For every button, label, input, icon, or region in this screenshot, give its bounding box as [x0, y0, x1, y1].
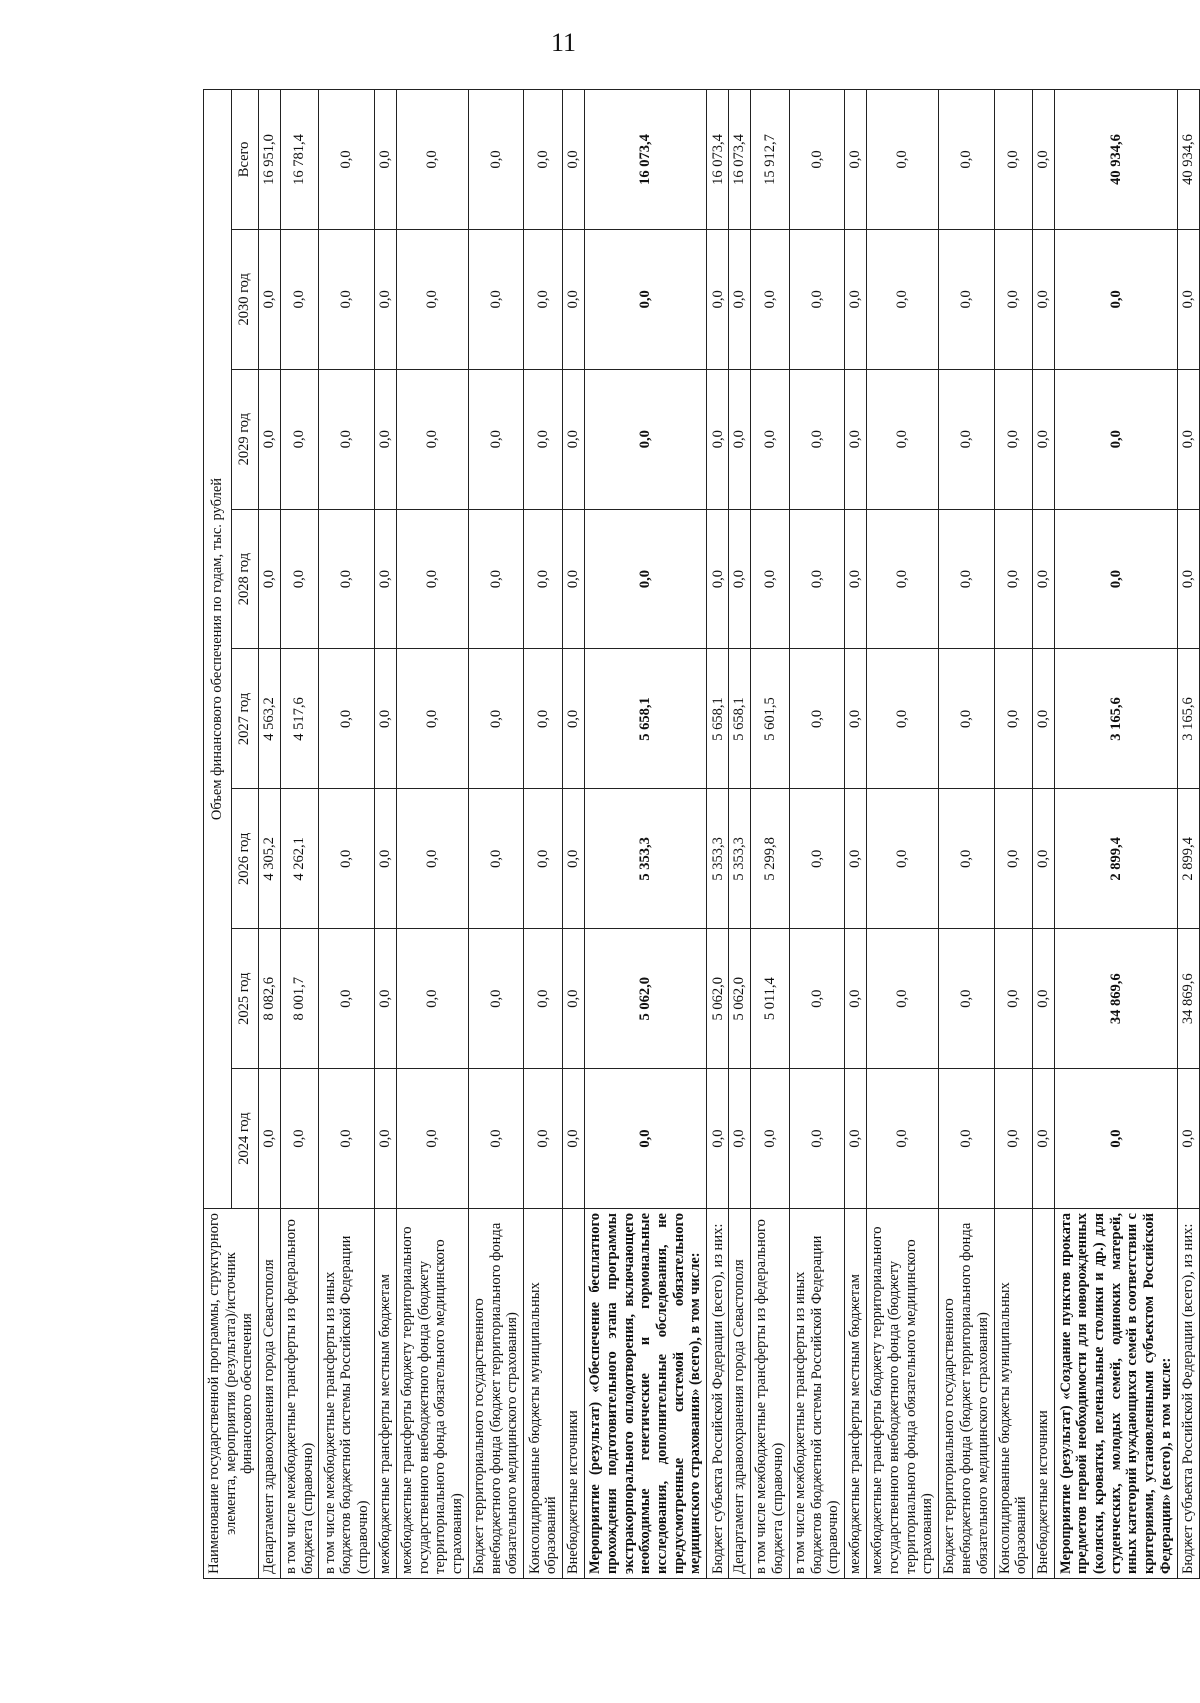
- row-year-value: 0,0: [994, 649, 1033, 789]
- row-year-value: 0,0: [468, 509, 523, 649]
- table-row: [319, 90, 374, 1579]
- row-source-name: межбюджетные трансферты местным бюджетам: [845, 1209, 867, 1579]
- header-year-2030: 2030 год: [231, 229, 259, 369]
- row-year-value: 0,0: [866, 789, 938, 929]
- row-year-value: 0,0: [751, 369, 790, 509]
- financing-table: [203, 89, 1200, 1579]
- row-year-value: 0,0: [707, 1069, 729, 1209]
- row-year-value: 0,0: [562, 229, 584, 369]
- row-year-value: 0,0: [1177, 509, 1199, 649]
- row-year-value: 0,0: [319, 229, 374, 369]
- row-year-value: 0,0: [1033, 509, 1055, 649]
- row-year-value: 0,0: [789, 229, 844, 369]
- header-financing-group: Объем финансового обеспечения по годам, тыс. рублей: [204, 90, 232, 1209]
- row-year-value: 0,0: [396, 649, 468, 789]
- row-source-name: Департамент здравоохранения города Севастополя: [729, 1209, 751, 1579]
- row-year-value: 0,0: [259, 509, 281, 649]
- row-year-value: 0,0: [584, 1069, 707, 1209]
- row-year-value: 0,0: [789, 509, 844, 649]
- row-year-value: 0,0: [374, 509, 396, 649]
- row-total-value: 0,0: [939, 90, 994, 230]
- row-year-value: 0,0: [319, 369, 374, 509]
- row-total-value: 0,0: [524, 90, 563, 230]
- row-year-value: 0,0: [396, 929, 468, 1069]
- row-total-value: 16 073,4: [729, 90, 751, 230]
- row-total-value: 0,0: [468, 90, 523, 230]
- table-row: [1033, 90, 1055, 1579]
- header-year-2024: 2024 год: [231, 1069, 259, 1209]
- row-year-value: 0,0: [707, 509, 729, 649]
- row-year-value: 0,0: [524, 929, 563, 1069]
- row-year-value: 3 165,6: [1177, 649, 1199, 789]
- row-year-value: 0,0: [789, 789, 844, 929]
- row-year-value: 2 899,4: [1055, 789, 1178, 929]
- row-year-value: 0,0: [866, 229, 938, 369]
- row-source-name: Консолидированные бюджеты муниципальных образований: [524, 1209, 563, 1579]
- row-year-value: 0,0: [845, 229, 867, 369]
- row-year-value: 0,0: [845, 929, 867, 1069]
- row-year-value: 0,0: [707, 229, 729, 369]
- row-year-value: 0,0: [468, 929, 523, 1069]
- row-source-name: межбюджетные трансферты местным бюджетам: [374, 1209, 396, 1579]
- header-year-2028: 2028 год: [231, 509, 259, 649]
- header-year-2027: 2027 год: [231, 649, 259, 789]
- row-year-value: 0,0: [319, 509, 374, 649]
- row-year-value: 0,0: [374, 369, 396, 509]
- row-total-value: 0,0: [374, 90, 396, 230]
- row-year-value: 0,0: [396, 789, 468, 929]
- row-year-value: 0,0: [751, 229, 790, 369]
- row-total-value: 40 934,6: [1055, 90, 1178, 230]
- row-year-value: 0,0: [866, 369, 938, 509]
- row-year-value: 5 062,0: [584, 929, 707, 1069]
- row-total-value: 0,0: [1033, 90, 1055, 230]
- row-year-value: 0,0: [729, 509, 751, 649]
- row-year-value: 5 353,3: [584, 789, 707, 929]
- row-year-value: 0,0: [374, 649, 396, 789]
- row-year-value: 0,0: [396, 229, 468, 369]
- row-source-name: Бюджет территориального государственного внебюджетного фонда (бюджет территориального фонда обязательного медицинского страхования): [468, 1209, 523, 1579]
- row-year-value: 0,0: [562, 369, 584, 509]
- header-name-column: Наименование государственной программы, структурного элемента, мероприятия (результата)/источник финансового обеспечения: [204, 1209, 259, 1579]
- table-header-row-group: [204, 90, 232, 1579]
- table-row: [562, 90, 584, 1579]
- row-total-value: 16 781,4: [280, 90, 319, 230]
- row-year-value: 0,0: [1033, 789, 1055, 929]
- row-year-value: 0,0: [994, 789, 1033, 929]
- row-year-value: 0,0: [468, 229, 523, 369]
- row-year-value: 0,0: [1033, 649, 1055, 789]
- row-year-value: 3 165,6: [1055, 649, 1178, 789]
- row-year-value: 0,0: [789, 369, 844, 509]
- row-year-value: 4 517,6: [280, 649, 319, 789]
- row-year-value: 0,0: [562, 509, 584, 649]
- row-year-value: 0,0: [374, 929, 396, 1069]
- row-total-value: 15 912,7: [751, 90, 790, 230]
- table-row: [751, 90, 790, 1579]
- table-row: [584, 90, 707, 1579]
- row-source-name: Бюджет субъекта Российской Федерации (всего), из них:: [1177, 1209, 1199, 1579]
- row-year-value: 0,0: [1033, 929, 1055, 1069]
- row-year-value: 2 899,4: [1177, 789, 1199, 929]
- row-total-value: 0,0: [562, 90, 584, 230]
- row-total-value: 16 951,0: [259, 90, 281, 230]
- table-body: [259, 90, 1200, 1579]
- row-year-value: 0,0: [1055, 369, 1178, 509]
- row-year-value: 0,0: [939, 369, 994, 509]
- row-source-name: Мероприятие (результат) «Обеспечение бесплатного прохождения подготовительного этапа программы экстракорпорального оплодотворения, включающего необходимые генетические и гормональные исследования, дополнительные обследования, не предусмотренные системой обязательного медицинского страхования» (всего), в том числе:: [584, 1209, 707, 1579]
- row-source-name: межбюджетные трансферты бюджету территориального государственного внебюджетного фонда (бюджету территориального фонда обязательного медицинского страхования): [396, 1209, 468, 1579]
- row-year-value: 0,0: [939, 649, 994, 789]
- row-year-value: 0,0: [280, 229, 319, 369]
- table-row: [707, 90, 729, 1579]
- row-year-value: 0,0: [584, 229, 707, 369]
- rotated-table-container: [203, 89, 1196, 1579]
- row-year-value: 8 082,6: [259, 929, 281, 1069]
- row-source-name: в том числе межбюджетные трансферты из федерального бюджета (справочно): [751, 1209, 790, 1579]
- table-row: [396, 90, 468, 1579]
- row-source-name: Внебюджетные источники: [1033, 1209, 1055, 1579]
- row-year-value: 5 062,0: [707, 929, 729, 1069]
- row-year-value: 0,0: [396, 1069, 468, 1209]
- row-total-value: 0,0: [396, 90, 468, 230]
- row-year-value: 5 299,8: [751, 789, 790, 929]
- row-year-value: 0,0: [994, 229, 1033, 369]
- row-year-value: 0,0: [562, 789, 584, 929]
- row-year-value: 0,0: [374, 229, 396, 369]
- row-source-name: в том числе межбюджетные трансферты из иных бюджетов бюджетной системы Российской Федерации (справочно): [789, 1209, 844, 1579]
- row-year-value: 0,0: [524, 369, 563, 509]
- row-year-value: 0,0: [562, 1069, 584, 1209]
- row-year-value: 0,0: [319, 1069, 374, 1209]
- row-year-value: 0,0: [1033, 229, 1055, 369]
- table-row: [259, 90, 281, 1579]
- row-year-value: 0,0: [866, 1069, 938, 1209]
- row-year-value: 0,0: [396, 509, 468, 649]
- row-total-value: 0,0: [994, 90, 1033, 230]
- row-year-value: 0,0: [396, 369, 468, 509]
- table-row: [280, 90, 319, 1579]
- row-year-value: 0,0: [1177, 1069, 1199, 1209]
- row-year-value: 0,0: [524, 649, 563, 789]
- row-year-value: 0,0: [866, 509, 938, 649]
- row-total-value: 0,0: [319, 90, 374, 230]
- row-year-value: 0,0: [259, 1069, 281, 1209]
- row-year-value: 0,0: [1055, 509, 1178, 649]
- table-row: [866, 90, 938, 1579]
- row-year-value: 0,0: [707, 369, 729, 509]
- row-year-value: 5 658,1: [584, 649, 707, 789]
- row-year-value: 0,0: [524, 789, 563, 929]
- header-total: Всего: [231, 90, 259, 230]
- row-year-value: 0,0: [1055, 229, 1178, 369]
- row-year-value: 0,0: [939, 509, 994, 649]
- row-year-value: 0,0: [319, 789, 374, 929]
- table-row: [994, 90, 1033, 1579]
- row-year-value: 0,0: [319, 929, 374, 1069]
- row-year-value: 0,0: [789, 649, 844, 789]
- row-year-value: 0,0: [280, 369, 319, 509]
- row-year-value: 0,0: [1055, 1069, 1178, 1209]
- row-year-value: 0,0: [789, 1069, 844, 1209]
- table-row: [374, 90, 396, 1579]
- row-year-value: 5 062,0: [729, 929, 751, 1069]
- row-year-value: 0,0: [468, 789, 523, 929]
- row-year-value: 5 658,1: [729, 649, 751, 789]
- row-source-name: Мероприятие (результат) «Создание пунктов проката предметов первой необходимости для новорожденных (коляски, кроватки, пеленальные столики и др.) для студенческих, молодых семей, одиноких матерей, иных категорий нуждающихся семей в соответствии с критериями, установленными субъектом Российской Федерации» (всего), в том числе:: [1055, 1209, 1178, 1579]
- row-source-name: Бюджет субъекта Российской Федерации (всего), из них:: [707, 1209, 729, 1579]
- header-year-2025: 2025 год: [231, 929, 259, 1069]
- row-year-value: 0,0: [729, 1069, 751, 1209]
- row-year-value: 0,0: [524, 509, 563, 649]
- row-year-value: 0,0: [939, 929, 994, 1069]
- row-year-value: 0,0: [468, 1069, 523, 1209]
- row-year-value: 5 601,5: [751, 649, 790, 789]
- row-year-value: 0,0: [524, 229, 563, 369]
- row-year-value: 8 001,7: [280, 929, 319, 1069]
- row-total-value: 40 934,6: [1177, 90, 1199, 230]
- row-year-value: 0,0: [584, 509, 707, 649]
- row-year-value: 0,0: [845, 369, 867, 509]
- row-year-value: 0,0: [468, 649, 523, 789]
- table-row: [468, 90, 523, 1579]
- row-year-value: 0,0: [1033, 369, 1055, 509]
- row-year-value: 0,0: [524, 1069, 563, 1209]
- row-year-value: 4 262,1: [280, 789, 319, 929]
- row-source-name: в том числе межбюджетные трансферты из федерального бюджета (справочно): [280, 1209, 319, 1579]
- row-year-value: 4 305,2: [259, 789, 281, 929]
- row-year-value: 0,0: [259, 229, 281, 369]
- row-year-value: 0,0: [562, 649, 584, 789]
- row-year-value: 0,0: [319, 649, 374, 789]
- header-year-2026: 2026 год: [231, 789, 259, 929]
- table-row: [845, 90, 867, 1579]
- row-year-value: 0,0: [584, 369, 707, 509]
- row-year-value: 5 353,3: [729, 789, 751, 929]
- row-source-name: межбюджетные трансферты бюджету территориального государственного внебюджетного фонда (бюджету территориального фонда обязательного медицинского страхования): [866, 1209, 938, 1579]
- row-year-value: 0,0: [789, 929, 844, 1069]
- row-source-name: в том числе межбюджетные трансферты из иных бюджетов бюджетной системы Российской Федерации (справочно): [319, 1209, 374, 1579]
- row-year-value: 0,0: [845, 509, 867, 649]
- row-year-value: 0,0: [751, 509, 790, 649]
- row-year-value: 0,0: [259, 369, 281, 509]
- row-total-value: 16 073,4: [707, 90, 729, 230]
- row-year-value: 0,0: [751, 1069, 790, 1209]
- row-total-value: 0,0: [845, 90, 867, 230]
- row-year-value: 0,0: [374, 789, 396, 929]
- table-row: [1055, 90, 1178, 1579]
- row-source-name: Консолидированные бюджеты муниципальных образований: [994, 1209, 1033, 1579]
- row-total-value: 0,0: [789, 90, 844, 230]
- table-row: [789, 90, 844, 1579]
- header-year-2029: 2029 год: [231, 369, 259, 509]
- row-year-value: 0,0: [729, 369, 751, 509]
- table-row: [939, 90, 994, 1579]
- row-year-value: 0,0: [280, 1069, 319, 1209]
- row-year-value: 0,0: [994, 1069, 1033, 1209]
- row-year-value: 0,0: [1033, 1069, 1055, 1209]
- row-year-value: 34 869,6: [1177, 929, 1199, 1069]
- row-year-value: 5 011,4: [751, 929, 790, 1069]
- row-year-value: 34 869,6: [1055, 929, 1178, 1069]
- table-row: [1177, 90, 1199, 1579]
- row-year-value: 0,0: [845, 1069, 867, 1209]
- row-total-value: 0,0: [866, 90, 938, 230]
- row-source-name: Бюджет территориального государственного внебюджетного фонда (бюджет территориального фонда обязательного медицинского страхования): [939, 1209, 994, 1579]
- row-source-name: Внебюджетные источники: [562, 1209, 584, 1579]
- table-row: [524, 90, 563, 1579]
- row-year-value: 0,0: [939, 1069, 994, 1209]
- row-year-value: 0,0: [1177, 369, 1199, 509]
- row-year-value: 0,0: [866, 929, 938, 1069]
- row-year-value: 0,0: [994, 369, 1033, 509]
- row-year-value: 5 658,1: [707, 649, 729, 789]
- row-year-value: 0,0: [939, 789, 994, 929]
- row-year-value: 0,0: [280, 509, 319, 649]
- row-year-value: 0,0: [374, 1069, 396, 1209]
- row-year-value: 4 563,2: [259, 649, 281, 789]
- row-year-value: 0,0: [866, 649, 938, 789]
- table-row: [729, 90, 751, 1579]
- page-number: 11: [551, 28, 577, 57]
- row-total-value: 16 073,4: [584, 90, 707, 230]
- row-source-name: Департамент здравоохранения города Севастополя: [259, 1209, 281, 1579]
- row-year-value: 0,0: [845, 789, 867, 929]
- row-year-value: 0,0: [845, 649, 867, 789]
- row-year-value: 0,0: [729, 229, 751, 369]
- row-year-value: 0,0: [562, 929, 584, 1069]
- row-year-value: 0,0: [994, 929, 1033, 1069]
- row-year-value: 0,0: [994, 509, 1033, 649]
- row-year-value: 0,0: [939, 229, 994, 369]
- row-year-value: 0,0: [1177, 229, 1199, 369]
- row-year-value: 0,0: [468, 369, 523, 509]
- row-year-value: 5 353,3: [707, 789, 729, 929]
